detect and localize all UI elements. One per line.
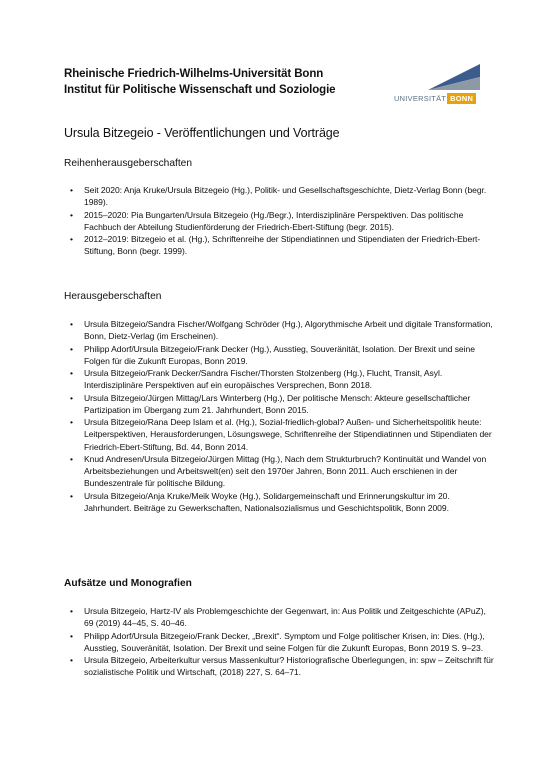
list-item: • Philipp Adorf/Ursula Bitzegeio/Frank Decker (Hg.), Ausstieg, Souveränität, Isolation. Der Brexit und seine Folgen für die Zukunft Europas, Bonn 2019. xyxy=(70,343,475,366)
list-item: • Knud Andresen/Ursula Bitzegeio/Jürgen Mittag (Hg.), Nach dem Strukturbruch? Kontinuität und Wandel von Arbeitsbeziehungen und Arbeitswelt(en) seit den 1970er Jahren, Bonn 2011. Auch erschienen in der Bundeszentrale für politische Bildung. xyxy=(70,453,487,489)
bullet-icon: • xyxy=(70,368,73,378)
bullet-icon: • xyxy=(70,453,73,464)
section-heading: Aufsätze und Monografien xyxy=(64,578,192,589)
bullet-icon: • xyxy=(70,185,73,195)
page-title: Ursula Bitzegeio - Veröffentlichungen und Vorträge xyxy=(64,126,340,140)
list-item: • 2012–2019: Bitzegeio et al. (Hg.), Schriftenreihe der Stipendiatinnen und Stipendiaten der Friedrich-Ebert-Stiftung, Bonn (begr. 1999). xyxy=(70,234,481,257)
logo-wordmark xyxy=(394,93,476,104)
bullet-icon: • xyxy=(70,655,73,665)
institution-header xyxy=(64,66,384,98)
list-item: • Ursula Bitzegeio/Frank Decker/Sandra Fischer/Thorsten Stolzenberg (Hg.), Flucht, Transit, Asyl. Interdisziplinäre Perspektiven auf ein europäisches Versprechen, Bonn 2018. xyxy=(70,368,443,391)
section-heading: Herausgeberschaften xyxy=(64,291,162,302)
section-reihenherausgeberschaften xyxy=(64,157,494,258)
bullet-icon: • xyxy=(70,234,73,244)
institute-name: Institut für Politische Wissenschaft und Soziologie xyxy=(64,84,336,96)
bullet-icon: • xyxy=(70,319,73,329)
bullet-icon: • xyxy=(70,343,73,354)
bullet-icon: • xyxy=(70,606,73,616)
list-item: • Ursula Bitzegeio, Arbeiterkultur versus Massenkultur? Historiografische Überlegungen, in: spw – Zeitschrift für sozialistische Politik und Wirtschaft, (2018) 227, S. 64–71. xyxy=(70,655,494,678)
bullet-icon: • xyxy=(70,417,73,427)
list-item: • Philipp Adorf/Ursula Bitzegeio/Frank Decker, „Brexit“. Symptom und Folge politischer Krisen, in: Dies. (Hg.), Ausstieg, Souveränität, Isolation. Der Brexit und seine Folgen für die Zukunft Europas, Bonn 2019 S. 9–23. xyxy=(70,630,485,653)
section-aufsaetze-und-monografien xyxy=(64,577,494,679)
list-item: • Ursula Bitzegeio/Sandra Fischer/Wolfgang Schröder (Hg.), Algorythmische Arbeit und digitale Transformation, Bonn, Dietz-Verlag (im Erscheinen). xyxy=(70,319,493,342)
list-item: • Ursula Bitzegeio/Anja Kruke/Meik Woyke (Hg.), Solidargemeinschaft und Erinnerungskultur im 20. Jahrhundert. Beiträge zu Gewerkschaften, Nationalsozialismus und Geschichtspolitik, Bonn 2009. xyxy=(70,490,450,513)
bullet-icon: • xyxy=(70,392,73,403)
university-bonn-logo xyxy=(394,64,480,106)
list-item: • Ursula Bitzegeio/Rana Deep Islam et al. (Hg.), Sozial-friedlich-global? Außen- und Sicherheitspolitik heute: Leitperspektiven, Herausforderungen, Lösungswege, Schriftenreihe der Stipendiatinnen und Stipendiaten der Friedrich-Ebert-Stiftung, Bd. 44, Bonn 2014. xyxy=(70,417,492,452)
university-name: Rheinische Friedrich-Wilhelms-Universität Bonn xyxy=(64,68,324,80)
bullet-icon: • xyxy=(70,630,73,641)
publication-list xyxy=(64,605,494,679)
list-item: • Ursula Bitzegeio, Hartz-IV als Problemgeschichte der Gegenwart, in: Aus Politik und Zeitgeschichte (APuZ), 69 (2019) 44–45, S. 40–46. xyxy=(70,606,486,629)
list-item: • Ursula Bitzegeio/Jürgen Mittag/Lars Winterberg (Hg.), Der politische Mensch: Akteure gesellschaftlicher Partizipation im Übergang zum 21. Jahrhundert, Bonn 2015. xyxy=(70,392,471,415)
bullet-icon: • xyxy=(70,490,73,501)
list-item: • 2015–2020: Pia Bungarten/Ursula Bitzegeio (Hg./Begr.), Interdisziplinäre Perspektiven. Das politische Fachbuch der Abteilung Studienförderung der Friedrich-Ebert-Stiftung (begr. 2015). xyxy=(70,209,464,232)
logo-mark-icon xyxy=(428,64,480,90)
section-heading: Reihenherausgeberschaften xyxy=(64,158,193,169)
logo-text-bonn: BONN xyxy=(447,93,476,104)
publication-list xyxy=(64,318,494,514)
bullet-icon: • xyxy=(70,209,73,220)
publication-list xyxy=(64,184,494,258)
logo-text-universitaet: UNIVERSITÄT xyxy=(394,94,447,103)
list-item: • Seit 2020: Anja Kruke/Ursula Bitzegeio (Hg.), Politik- und Gesellschaftsgeschichte, Dietz-Verlag Bonn (begr. 1989). xyxy=(70,185,487,208)
section-herausgeberschaften xyxy=(64,290,494,514)
